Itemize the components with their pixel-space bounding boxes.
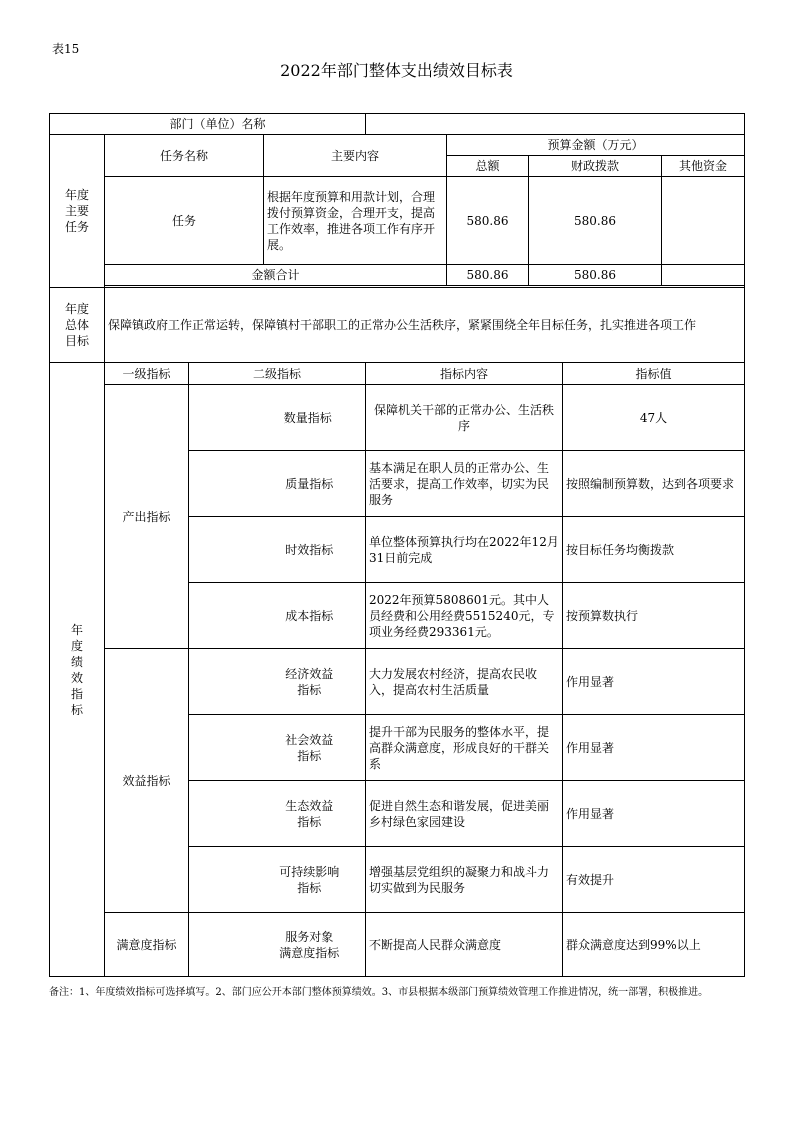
content-timeliness: 单位整体预算执行均在2022年12月31日前完成 bbox=[366, 517, 563, 583]
level2-quantity bbox=[264, 385, 366, 451]
table-number: 表15 bbox=[52, 42, 80, 56]
content-satisfaction: 不断提高人民群众满意度 bbox=[366, 913, 563, 977]
content-sustainable bbox=[366, 847, 563, 913]
level2-cost bbox=[264, 583, 366, 649]
value-satisfaction: 群众满意度达到99%以上 bbox=[563, 913, 745, 977]
task-content: 根据年度预算和用款计划，合理拨付预算资金，合理开支，提高工作效率，推进各项工作有序开展。 bbox=[264, 177, 447, 265]
perf-side-2: 度 bbox=[70, 638, 83, 653]
level2-ecological bbox=[264, 781, 366, 847]
goal-text: 保障镇政府工作正常运转，保障镇村干部职工的正常办公生活秩序，紧紧围绕全年目标任务，扎实推进各项工作 bbox=[105, 288, 745, 363]
level2-timeliness-text: 时效指标 bbox=[285, 542, 334, 557]
group-satisfaction: 满意度指标 bbox=[105, 913, 189, 977]
tasks-side-2: 主要 bbox=[64, 204, 89, 218]
level2-spacer bbox=[189, 715, 264, 781]
level2-spacer bbox=[189, 517, 264, 583]
level2-economic bbox=[264, 649, 366, 715]
value-quality: 按照编制预算数，达到各项要求 bbox=[563, 451, 745, 517]
task-total: 580.86 bbox=[447, 177, 529, 265]
level2-satisfaction-1: 服务对象 bbox=[285, 929, 334, 944]
level2-satisfaction-2: 满意度指标 bbox=[279, 945, 340, 960]
task-name: 任务 bbox=[105, 177, 264, 265]
task-name-header: 任务名称 bbox=[105, 135, 264, 177]
perf-side-4: 效 bbox=[70, 670, 83, 685]
level2-spacer bbox=[189, 583, 264, 649]
level2-social bbox=[264, 715, 366, 781]
content-ecological: 促进自然生态和谐发展，促进美丽乡村绿色家园建设 bbox=[366, 781, 563, 847]
sum-other bbox=[662, 265, 745, 286]
value-sustainable: 有效提升 bbox=[563, 847, 745, 913]
dept-value bbox=[366, 114, 745, 135]
tasks-side-3: 任务 bbox=[64, 220, 89, 234]
level2-spacer bbox=[189, 781, 264, 847]
value-cost: 按预算数执行 bbox=[563, 583, 745, 649]
task-fiscal: 580.86 bbox=[529, 177, 662, 265]
level1-header: 一级指标 bbox=[105, 363, 189, 385]
perf-side-5: 指 bbox=[70, 686, 83, 701]
value-ecological: 作用显著 bbox=[563, 781, 745, 847]
footnote: 备注：1、年度绩效指标可选择填写。2、部门应公开本部门整体预算绩效。3、市县根据本级部门预算绩效管理工作推进情况，统一部署，积极推进。 bbox=[49, 987, 709, 998]
content-header: 指标内容 bbox=[366, 363, 563, 385]
perf-side-3: 绩 bbox=[70, 654, 83, 669]
level2-spacer bbox=[189, 913, 264, 977]
sum-total: 580.86 bbox=[447, 265, 529, 286]
goal-side-3: 目标 bbox=[64, 334, 89, 348]
level2-cost-text: 成本指标 bbox=[285, 608, 334, 623]
value-timeliness: 按目标任务均衡拨款 bbox=[563, 517, 745, 583]
goal-side-1: 年度 bbox=[64, 302, 89, 316]
content-quality: 基本满足在职人员的正常办公、生活要求，提高工作效率，切实为民服务 bbox=[366, 451, 563, 517]
level2-sustainable-2: 指标 bbox=[297, 880, 322, 895]
content-economic: 大力发展农村经济，提高农民收入，提高农村生活质量 bbox=[366, 649, 563, 715]
other-header: 其他资金 bbox=[662, 156, 745, 177]
value-header: 指标值 bbox=[563, 363, 745, 385]
content-cost: 2022年预算5808601元。其中人员经费和公用经费5515240元，专项业务经费293361元。 bbox=[366, 583, 563, 649]
level2-satisfaction bbox=[264, 913, 366, 977]
perf-side-label bbox=[50, 363, 105, 977]
group-benefit: 效益指标 bbox=[105, 649, 189, 913]
level2-spacer bbox=[189, 847, 264, 913]
level2-economic-1: 经济效益 bbox=[285, 666, 334, 681]
budget-header: 预算金额（万元） bbox=[447, 135, 745, 156]
total-header: 总额 bbox=[447, 156, 529, 177]
value-social: 作用显著 bbox=[563, 715, 745, 781]
level2-ecological-2: 指标 bbox=[297, 814, 322, 829]
level2-quantity-text: 数量指标 bbox=[283, 410, 332, 425]
task-content-header: 主要内容 bbox=[264, 135, 447, 177]
level2-spacer bbox=[189, 451, 264, 517]
level2-sustainable-1: 可持续影响 bbox=[279, 864, 340, 879]
dept-label-cell bbox=[50, 114, 366, 135]
sum-label: 金额合计 bbox=[105, 265, 447, 286]
group-output: 产出指标 bbox=[105, 385, 189, 649]
level2-spacer bbox=[189, 385, 264, 451]
level2-quality bbox=[264, 451, 366, 517]
level2-quality-text: 质量指标 bbox=[285, 476, 334, 491]
level2-sustainable bbox=[264, 847, 366, 913]
level2-spacer bbox=[189, 649, 264, 715]
goal-side-2: 总体 bbox=[64, 318, 89, 332]
level2-social-1: 社会效益 bbox=[285, 732, 334, 747]
content-social: 提升干部为民服务的整体水平，提高群众满意度，形成良好的干群关系 bbox=[366, 715, 563, 781]
content-quantity: 保障机关干部的正常办公、生活秩序 bbox=[366, 385, 563, 451]
page-title: 2022年部门整体支出绩效目标表 bbox=[280, 61, 513, 80]
goal-side-label bbox=[50, 288, 105, 363]
sum-fiscal: 580.86 bbox=[529, 265, 662, 286]
perf-side-1: 年 bbox=[70, 622, 83, 637]
level2-economic-2: 指标 bbox=[297, 682, 322, 697]
content-sustainable-1: 增强基层党组织的凝聚力和战斗力 bbox=[369, 864, 550, 879]
dept-label: 部门（单位）名称 bbox=[169, 117, 266, 131]
perf-side-6: 标 bbox=[70, 702, 83, 717]
fiscal-header: 财政拨款 bbox=[529, 156, 662, 177]
task-other bbox=[662, 177, 745, 265]
level2-social-2: 指标 bbox=[297, 748, 322, 763]
value-economic: 作用显著 bbox=[563, 649, 745, 715]
tasks-side-label bbox=[50, 135, 105, 288]
tasks-side-1: 年度 bbox=[64, 188, 89, 202]
performance-table bbox=[49, 113, 745, 977]
level2-header: 二级指标 bbox=[189, 363, 366, 385]
value-quantity: 47人 bbox=[563, 385, 745, 451]
level2-ecological-1: 生态效益 bbox=[285, 798, 334, 813]
level2-timeliness bbox=[264, 517, 366, 583]
content-sustainable-2: 切实做到为民服务 bbox=[369, 880, 466, 895]
